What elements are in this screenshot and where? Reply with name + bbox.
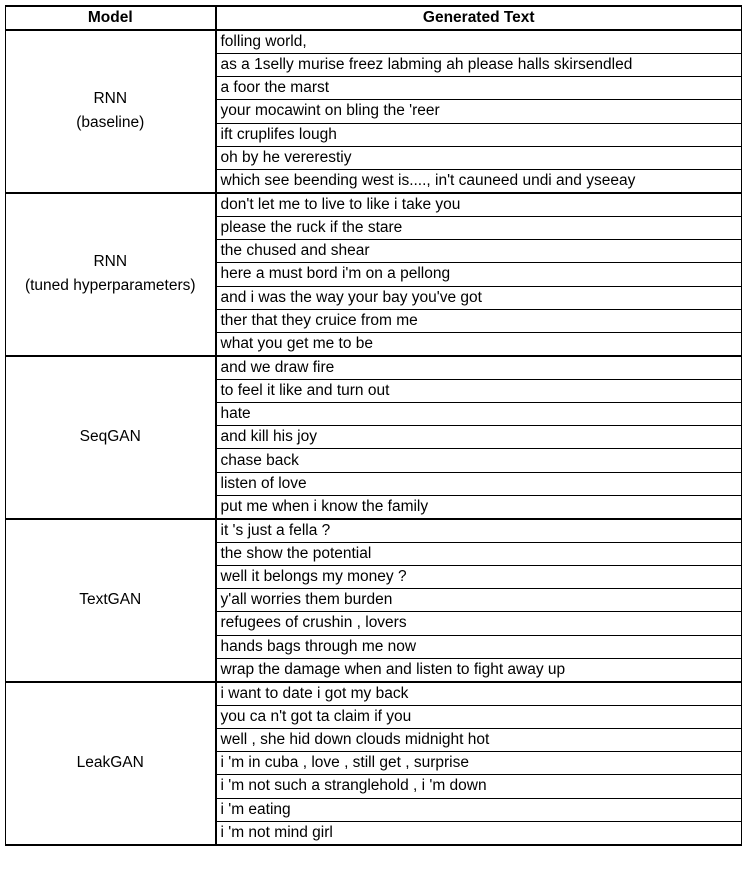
generated-text-cell: don't let me to live to like i take you	[216, 193, 742, 217]
generated-text-cell: please the ruck if the stare	[216, 216, 742, 239]
generated-text-cell: as a 1selly murise freez labming ah please halls skirsendled	[216, 54, 742, 77]
generated-text-cell: you ca n't got ta claim if you	[216, 705, 742, 728]
table-body	[6, 30, 742, 845]
generated-text-cell: listen of love	[216, 472, 742, 495]
generated-text-cell: refugees of crushin , lovers	[216, 612, 742, 635]
generated-text-table	[5, 5, 742, 846]
generated-text-cell: here a must bord i'm on a pellong	[216, 263, 742, 286]
generated-text-cell: the show the potential	[216, 542, 742, 565]
generated-text-cell: i 'm eating	[216, 798, 742, 821]
table-row	[6, 193, 742, 217]
generated-text-cell: well it belongs my money ?	[216, 566, 742, 589]
model-name-line: (baseline)	[76, 114, 145, 132]
generated-text-cell: and i was the way your bay you've got	[216, 286, 742, 309]
generated-text-cell: ther that they cruice from me	[216, 309, 742, 332]
generated-text-cell: the chused and shear	[216, 240, 742, 263]
generated-text-cell: oh by he vererestiy	[216, 146, 742, 169]
model-name-cell	[6, 519, 216, 682]
table-row	[6, 30, 742, 54]
generated-text-cell: wrap the damage when and listen to fight away up	[216, 658, 742, 682]
generated-text-cell: i 'm not such a stranglehold , i 'm down	[216, 775, 742, 798]
generated-text-cell: it 's just a fella ?	[216, 519, 742, 543]
model-name-line: RNN	[93, 90, 128, 108]
generated-text-cell: what you get me to be	[216, 332, 742, 356]
model-name-line: SeqGAN	[79, 428, 141, 446]
model-name-cell	[6, 356, 216, 519]
model-name-cell	[6, 193, 216, 356]
generated-text-cell: to feel it like and turn out	[216, 379, 742, 402]
model-name-line: (tuned hyperparameters)	[24, 277, 196, 295]
generated-text-cell: chase back	[216, 449, 742, 472]
generated-text-cell: your mocawint on bling the 'reer	[216, 100, 742, 123]
generated-text-cell: y'all worries them burden	[216, 589, 742, 612]
model-name-cell	[6, 682, 216, 845]
model-column-header: Model	[6, 6, 216, 30]
generated-text-cell: i 'm not mind girl	[216, 821, 742, 845]
generated-text-cell: ift cruplifes lough	[216, 123, 742, 146]
generated-text-cell: i 'm in cuba , love , still get , surprise	[216, 752, 742, 775]
generated-text-cell: hate	[216, 403, 742, 426]
header-row	[6, 6, 742, 30]
generated-text-cell: and kill his joy	[216, 426, 742, 449]
generated-text-cell: a foor the marst	[216, 77, 742, 100]
generated-text-cell: and we draw fire	[216, 356, 742, 380]
generated-text-cell: folling world,	[216, 30, 742, 54]
table-row	[6, 519, 742, 543]
model-name-line: LeakGAN	[76, 754, 144, 772]
generated-text-cell: put me when i know the family	[216, 495, 742, 519]
model-name-line: RNN	[93, 253, 128, 271]
table-row	[6, 356, 742, 380]
generated-text-cell: hands bags through me now	[216, 635, 742, 658]
generated-text-cell: which see beending west is...., in't cauneed undi and yseeay	[216, 169, 742, 193]
generated-text-column-header: Generated Text	[216, 6, 742, 30]
generated-text-cell: well , she hid down clouds midnight hot	[216, 728, 742, 751]
model-name-line: TextGAN	[79, 591, 142, 609]
table-row	[6, 682, 742, 706]
generated-text-cell: i want to date i got my back	[216, 682, 742, 706]
model-name-cell	[6, 30, 216, 193]
